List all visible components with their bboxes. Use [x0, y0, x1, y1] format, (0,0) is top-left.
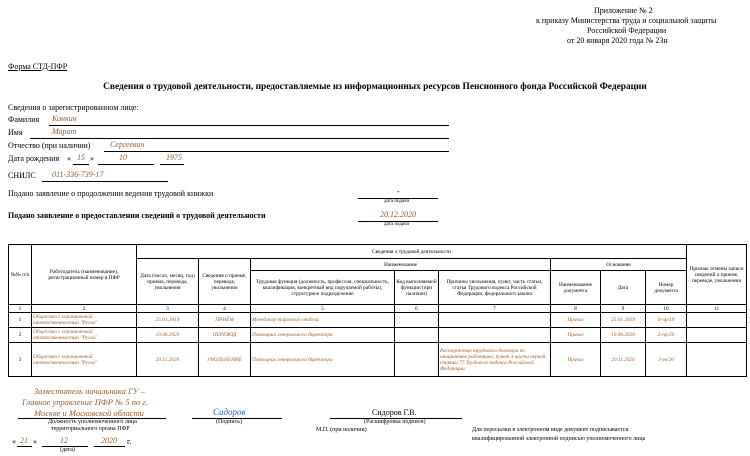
dob-month: 10	[119, 153, 127, 162]
dob-month-underline	[98, 164, 154, 165]
work-history-table	[8, 244, 747, 377]
header-basis: Основание	[551, 259, 687, 271]
header-doc-date: Дата	[601, 271, 646, 305]
dob-day: 15	[77, 153, 85, 162]
dob-label: Дата рождения	[8, 154, 60, 163]
name-value: Марат	[52, 127, 77, 136]
row-function: Менеджер торгового отдела	[251, 313, 395, 328]
official-caption-1: Должность уполномоченного лица	[48, 419, 137, 425]
row-num: 2	[9, 328, 32, 343]
col-number: 6	[395, 305, 439, 313]
header-work-info: Сведения о трудовой деятельности	[137, 245, 687, 259]
header-employer: Работодатель (наименование), регистрационный номер в ПФР	[32, 245, 137, 305]
snils-underline	[42, 181, 168, 182]
appendix-line-2: к приказу Министерства труда и социальной защиты	[536, 16, 717, 25]
official-position-line-1: Заместитель начальника ГУ –	[34, 386, 145, 396]
header-num: №№ п/п	[9, 245, 32, 305]
row-doc-num: 3-ув/20	[646, 343, 687, 377]
col-number: 7	[439, 305, 551, 313]
row-employer: Общество с ограниченной ответственностью "Ругли"	[32, 328, 137, 343]
col-number: 5	[251, 305, 395, 313]
official-caption-2: территориального органа ПФР	[51, 426, 130, 432]
row-num: 1	[9, 313, 32, 328]
header-doc-name: Наименование документа	[551, 271, 601, 305]
snils-label: СНИЛС	[8, 171, 36, 180]
appendix-line-4: от 20 января 2020 года № 23н	[567, 36, 668, 45]
patronymic-label: Отчество (при наличии)	[8, 141, 91, 150]
name-label: Имя	[8, 128, 23, 137]
row-event: ПЕРЕВОД	[199, 328, 251, 343]
sign-day-underline	[17, 446, 32, 447]
col-number: 8	[551, 305, 601, 313]
official-position-line-2: Главное управление ПФР № 5 по г.	[22, 397, 148, 407]
row-doc-date: 25.01.2019	[601, 313, 646, 328]
col-number: 11	[687, 305, 747, 313]
patronymic-value: Сергеевич	[110, 140, 145, 149]
signature-value: Сидоров	[213, 407, 246, 417]
row-code	[395, 313, 439, 328]
name-underline	[30, 138, 449, 139]
row-doc-name: Приказ	[551, 343, 601, 377]
row-doc-num: 2-пр/20	[646, 328, 687, 343]
row-num: 3	[9, 343, 32, 377]
row-employer: Общество с ограниченной ответственностью "Ругли"	[32, 343, 137, 377]
sign-date-month: 12	[60, 436, 68, 445]
table-row	[9, 313, 747, 328]
row-date: 10.06.2020	[137, 328, 199, 343]
dob-quote-open: «	[67, 154, 71, 163]
dob-year: 1975	[166, 153, 182, 162]
header-naming: Наименование	[251, 259, 551, 271]
row-date: 20.11.2020	[137, 343, 199, 377]
row-function: Помощник генерального директора	[251, 328, 395, 343]
column-number-row	[9, 305, 747, 313]
row-reason	[439, 328, 551, 343]
row-cancel	[687, 343, 747, 377]
document-title: Сведения о трудовой деятельности, предоставляемые из информационных ресурсов Пенсионного фонда Российской Федерации	[103, 82, 647, 92]
person-section-label: Сведения о зарегистрированном лице:	[8, 103, 139, 112]
paper-application-date: -	[397, 187, 400, 196]
row-reason	[439, 313, 551, 328]
row-date: 25.01.2019	[137, 313, 199, 328]
header-event: Сведения о приеме, переводе, увольнении	[199, 259, 251, 305]
electronic-note-2: квалифицированной электронной подписью уполномоченного лица	[472, 436, 646, 442]
sign-date-caption: (дата)	[60, 447, 75, 453]
electronic-application-date: 20.12.2020	[380, 210, 416, 219]
row-doc-num: 6-пр/19	[646, 313, 687, 328]
stamp-caption: М.П. (при наличии)	[316, 427, 367, 433]
row-code	[395, 328, 439, 343]
sign-date-year-suffix: г.	[127, 437, 132, 446]
col-number: 2	[32, 305, 137, 313]
official-position-line-3: Москве и Московской области	[34, 408, 144, 418]
sign-date-quote-open: «	[12, 437, 16, 446]
electronic-date-caption: дата подачи	[384, 222, 410, 227]
col-number: 9	[601, 305, 646, 313]
dob-quote-close: »	[90, 154, 94, 163]
col-number: 1	[9, 305, 32, 313]
row-event: ПРИЁМ	[199, 313, 251, 328]
col-number: 3	[137, 305, 199, 313]
header-cancel: Признак отмены записи сведений о приеме, переводе, увольнении	[687, 245, 747, 305]
col-number: 10	[646, 305, 687, 313]
snils-value: 011-336-739-17	[52, 170, 104, 179]
row-employer: Общество с ограниченной ответственностью "Ругли"	[32, 313, 137, 328]
header-doc-num: Номер документа	[646, 271, 687, 305]
dob-year-underline	[160, 164, 184, 165]
electronic-application-label: Подано заявление о предоставлении сведений о трудовой деятельности	[8, 211, 266, 220]
paper-date-caption: дата подачи	[384, 199, 410, 204]
row-doc-name: Приказ	[551, 313, 601, 328]
row-code	[395, 343, 439, 377]
table-row	[9, 343, 747, 377]
appendix-line-1: Приложение № 2	[594, 6, 653, 15]
dob-day-underline	[73, 164, 89, 165]
surname-underline	[49, 125, 449, 126]
decryption-caption: (Расшифровка подписи)	[364, 419, 426, 425]
sign-year-underline	[94, 446, 125, 447]
col-number: 4	[199, 305, 251, 313]
row-doc-date: 10.06.2020	[601, 328, 646, 343]
surname-value: Конкин	[52, 114, 77, 123]
row-cancel	[687, 328, 747, 343]
table-row	[9, 328, 747, 343]
header-function: Трудовая функция (должность, профессия, специальность, квалификация, конкретный вид поручаемой работы), структурное подразделение	[251, 271, 395, 305]
surname-label: Фамилия	[8, 115, 40, 124]
header-date: Дата (число, месяц, год) приема, перевода, увольнения	[137, 259, 199, 305]
form-name: Форма СТД-ПФР	[8, 62, 68, 71]
header-code: Код выполняемой функции (при наличии)	[395, 271, 439, 305]
row-reason: Расторжение трудового договора по инициативе работника, пункт 3 части первой статьи 77 Трудового кодекса Российской Федерации	[439, 343, 551, 377]
sign-date-quote-close: »	[33, 437, 37, 446]
paper-application-label: Подано заявление о продолжении ведения трудовой книжки	[8, 189, 214, 198]
signature-caption: (Подпись)	[216, 419, 243, 425]
sign-date-day: 21	[20, 436, 28, 445]
electronic-note-1: Для пересылки в электронном виде документ подписывается	[472, 427, 629, 433]
row-doc-date: 20.11.2020	[601, 343, 646, 377]
patronymic-underline	[104, 151, 449, 152]
row-event: УВОЛЬНЕНИЕ	[199, 343, 251, 377]
row-function: Помощник генерального директора	[251, 343, 395, 377]
row-doc-name: Приказ	[551, 328, 601, 343]
appendix-line-3: Российской Федерации	[587, 26, 667, 35]
decryption-value: Сидоров Г.В.	[372, 408, 417, 417]
sign-date-year: 2020	[101, 436, 117, 445]
header-reason: Причины увольнения, пункт, часть статьи, статья Трудового кодекса Российской Федерации, федерального закона	[439, 271, 551, 305]
row-cancel	[687, 313, 747, 328]
